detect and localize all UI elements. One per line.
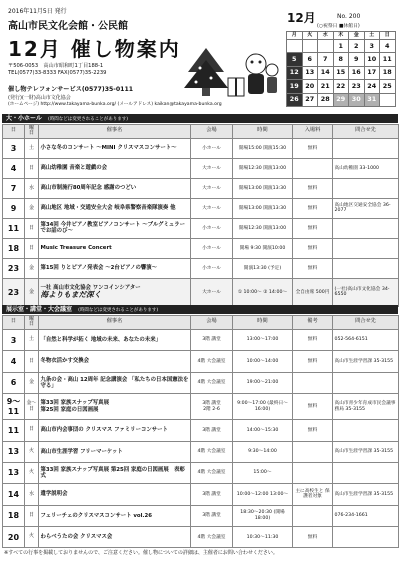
table-row xyxy=(3,278,399,306)
event-contact xyxy=(333,258,399,278)
event-name: 第33回 家族スナップ写真展 第25回 家庭の日図画展 表彰式 xyxy=(40,466,185,480)
calendar-weekday: 土 xyxy=(364,32,380,40)
event-fee: 無料 xyxy=(293,238,333,258)
christmas-tree-icon xyxy=(184,48,228,96)
calendar-month: 12月 xyxy=(287,11,316,25)
calendar-day: 8 xyxy=(333,53,349,66)
column-header: 日 xyxy=(3,316,25,330)
event-venue: 3階 講堂 xyxy=(202,513,221,519)
event-time: 開場13:00 開演13:30 xyxy=(233,178,293,198)
column-header: 日 xyxy=(3,125,25,139)
event-weekday: 金～日 xyxy=(25,394,39,420)
table-row xyxy=(3,351,399,372)
event-name-cell xyxy=(39,329,191,350)
event-name-cell xyxy=(39,198,191,218)
table-row xyxy=(3,329,399,350)
event-weekday: 日 xyxy=(25,158,39,178)
event-name-cell xyxy=(39,372,191,393)
event-name: 第15回 りとピアノ発表会 ～2台ピアノの響演～ xyxy=(40,265,158,272)
event-day: 4 xyxy=(3,351,25,372)
event-day: 20 xyxy=(3,527,25,548)
calendar-day: 24 xyxy=(364,80,380,93)
telephone-service xyxy=(8,86,133,102)
event-venue: 3階 講堂 xyxy=(202,427,221,433)
calendar-weekday: 水 xyxy=(318,32,334,40)
calendar-day: 28 xyxy=(318,93,334,106)
event-weekday: 火 xyxy=(25,441,39,462)
event-name-cell xyxy=(39,462,191,483)
calendar-day: 22 xyxy=(333,80,349,93)
event-venue-cell xyxy=(191,372,233,393)
calendar-day: 4 xyxy=(380,40,396,53)
column-header: 問合せ先 xyxy=(333,125,399,139)
footer-note: ※すべての行事を掲載しておりませんので、ご注意ください。催し物についての詳細は、主催者にお問い合わせください。 xyxy=(4,550,278,556)
event-venue: 小ホール xyxy=(191,138,233,158)
calendar-day: 19 xyxy=(287,80,303,93)
event-venue: 大ホール xyxy=(191,278,233,306)
table-row xyxy=(3,505,399,526)
event-fee: 無料 xyxy=(293,218,333,238)
table-row xyxy=(3,158,399,178)
event-time: 15:00～ xyxy=(233,462,293,483)
calendar-week xyxy=(287,80,396,93)
calendar-day: 13 xyxy=(302,66,318,79)
event-fee: 無料 xyxy=(293,258,333,278)
event-name: 小さな冬のコンサート ～MINI クリスマスコンサート～ xyxy=(40,145,177,152)
header xyxy=(0,0,400,112)
event-note: 無料 xyxy=(293,329,333,350)
calendar-day: 7 xyxy=(318,53,334,66)
table-row xyxy=(3,394,399,420)
telephone-service-label: 催し物テレフォンサービス(0577)35-0111 xyxy=(8,86,134,93)
calendar-week xyxy=(287,66,396,79)
event-weekday: 水 xyxy=(25,484,39,505)
calendar-day: 17 xyxy=(364,66,380,79)
event-weekday: 金 xyxy=(25,198,39,218)
event-venue: 4階 大会議室 xyxy=(197,380,226,386)
event-name: 「自然と科学が拓く 地域の未来、あなたの未来」 xyxy=(40,337,161,344)
event-name: 高山地区 地域・交通安全大会 岐阜県警察音楽隊演奏 他 xyxy=(40,205,176,212)
event-venue-cell xyxy=(191,527,233,548)
event-time: 18:30～20:30 (開場18:00) xyxy=(233,505,293,526)
event-contact: 高山市生涯学習課 35-3155 xyxy=(333,351,399,372)
event-venue: 大ホール xyxy=(191,198,233,218)
calendar-legend: (○祝祭日 ■休館日) xyxy=(317,24,360,29)
page-title: 12月 催し物案内 xyxy=(8,37,181,61)
event-venue: 3階 講堂 xyxy=(202,491,221,497)
event-weekday: 火 xyxy=(25,462,39,483)
event-contact xyxy=(333,372,399,393)
event-weekday: 日 xyxy=(25,218,39,238)
event-venue: 小ホール xyxy=(191,238,233,258)
event-weekday: 日 xyxy=(25,351,39,372)
event-weekday: 金 xyxy=(25,258,39,278)
event-venue-cell xyxy=(191,462,233,483)
calendar-weekday: 金 xyxy=(349,32,365,40)
event-name-cell xyxy=(39,278,191,306)
event-weekday: 日 xyxy=(25,238,39,258)
event-contact xyxy=(333,218,399,238)
phone-fax: TEL(0577)33-8333 FAX(0577)35-2239 xyxy=(8,70,107,77)
calendar-day: 31 xyxy=(364,93,380,106)
column-header: 備考 xyxy=(293,316,333,330)
event-day: 11 xyxy=(3,420,25,441)
event-time: ① 10:00～ ② 14:00～ xyxy=(233,278,293,306)
event-name: 高山幼稚園 音楽と遊戯の会 xyxy=(40,165,108,172)
event-contact: 052-564-6151 xyxy=(333,329,399,350)
event-name-cell xyxy=(39,351,191,372)
event-venue: 3階 講堂 xyxy=(202,337,221,343)
column-header: 問合せ先 xyxy=(333,316,399,330)
event-day: 9～11 xyxy=(3,394,25,420)
table-row xyxy=(3,238,399,258)
event-name: 一社 高山市文化協会 ワンコインシアター xyxy=(40,284,141,291)
event-contact xyxy=(333,527,399,548)
calendar-day xyxy=(380,93,396,106)
event-venue-cell xyxy=(191,351,233,372)
table-row xyxy=(3,198,399,218)
event-venue: 大ホール xyxy=(191,178,233,198)
calendar-weekday: 日 xyxy=(380,32,396,40)
event-time: 開場 9:30 開演10:00 xyxy=(233,238,293,258)
event-contact xyxy=(333,420,399,441)
event-name: 高山市内会事団の クリスマス ファミリーコンサート xyxy=(40,427,168,434)
event-venue-cell xyxy=(191,420,233,441)
event-time: 開場13:00 開演13:30 xyxy=(233,198,293,218)
calendar-week xyxy=(287,93,396,106)
event-note xyxy=(293,372,333,393)
calendar-day: 21 xyxy=(318,80,334,93)
calendar-week xyxy=(287,40,396,53)
column-header: 催事名 xyxy=(39,316,191,330)
calendar-day xyxy=(287,40,303,53)
event-fee xyxy=(293,158,333,178)
address-block xyxy=(8,63,106,78)
event-venue-cell xyxy=(191,505,233,526)
event-note: 無料 xyxy=(293,420,333,441)
event-name-cell xyxy=(39,138,191,158)
gift-box-icon xyxy=(228,78,244,96)
event-time: 9:00～17:00 (最終日～16:00) xyxy=(233,394,293,420)
event-contact: 076-234-1661 xyxy=(333,505,399,526)
calendar-weekday-row xyxy=(287,32,396,40)
calendar-day: 2 xyxy=(349,40,365,53)
rooms-events-table xyxy=(2,315,399,548)
event-name-cell xyxy=(39,238,191,258)
table-header-row xyxy=(3,125,399,139)
event-time: 10:00～14:00 xyxy=(233,351,293,372)
table-row xyxy=(3,258,399,278)
event-day: 6 xyxy=(3,372,25,393)
event-name-cell xyxy=(39,420,191,441)
event-venue: 大ホール xyxy=(191,158,233,178)
event-note: 無料 xyxy=(293,527,333,548)
publisher: (発行)(一財)高山市文化協会 xyxy=(8,95,71,102)
event-weekday: 日 xyxy=(25,505,39,526)
event-contact: 高山市生涯学習課 35-3155 xyxy=(333,441,399,462)
calendar-day: 9 xyxy=(349,53,365,66)
calendar-day: 25 xyxy=(380,80,396,93)
column-header: 会場 xyxy=(191,125,233,139)
event-name: 高山市制施行80周年記念 感謝のつどい xyxy=(40,185,137,192)
table-row xyxy=(3,138,399,158)
event-time: 開場12:30 開演13:00 xyxy=(233,218,293,238)
rooms-section-subtitle: (時間などは変更されることがあります) xyxy=(78,308,159,313)
rooms-section-title: 展示室・講堂・大会議室 xyxy=(6,306,73,313)
event-fee: 無料 xyxy=(293,178,333,198)
event-contact: 高山市青少年育成市民会議事務局 35-3155 xyxy=(333,394,399,420)
calendar-week xyxy=(287,53,396,66)
event-name: 九条の会・高山 12周年 記念講演会 「私たちの日本国憲法を守る」 xyxy=(40,376,189,389)
event-name: 冬物衣活かす交換会 xyxy=(40,358,90,365)
event-contact xyxy=(333,238,399,258)
calendar-day: 11 xyxy=(380,53,396,66)
calendar-day: 3 xyxy=(364,40,380,53)
organization-name: 高山市民文化会館・公民館 xyxy=(8,21,128,32)
event-contact: 高山市生涯学習課 35-3155 xyxy=(333,484,399,505)
event-time: 10:00～12:00 13:00～ xyxy=(233,484,293,505)
event-name: 第34回 今井ピアノ教室ピアノコンサート ～ブルグミュラーでお話のび～ xyxy=(40,222,185,235)
event-name: わらべうたの会 クリスマス会 xyxy=(40,534,113,541)
event-venue: 4階 大会議室 xyxy=(197,358,226,364)
table-row xyxy=(3,441,399,462)
calendar-day xyxy=(318,40,334,53)
postal-address: 〒506-0053 高山市昭和町1丁目188-1 xyxy=(8,63,104,69)
event-time: 19:00～21:00 xyxy=(233,372,293,393)
event-venue: 4階 大会議室 xyxy=(197,470,226,476)
event-name-cell xyxy=(39,441,191,462)
table-row xyxy=(3,462,399,483)
event-day: 18 xyxy=(3,238,25,258)
calendar-day: 6 xyxy=(302,53,318,66)
event-weekday: 金 xyxy=(25,372,39,393)
hall-section-header xyxy=(2,114,398,123)
calendar-day: 14 xyxy=(318,66,334,79)
event-time: 開演13:30 (予定) xyxy=(233,258,293,278)
event-note: 無料 xyxy=(293,351,333,372)
event-venue: 小ホール xyxy=(191,218,233,238)
calendar-day: 12 xyxy=(287,66,303,79)
calendar-day: 26 xyxy=(287,93,303,106)
table-row xyxy=(3,527,399,548)
event-day: 14 xyxy=(3,484,25,505)
calendar-day xyxy=(302,40,318,53)
event-venue-cell xyxy=(191,484,233,505)
event-weekday: 水 xyxy=(25,178,39,198)
calendar-day: 18 xyxy=(380,66,396,79)
event-time: 9:30～14:00 xyxy=(233,441,293,462)
event-day: 18 xyxy=(3,505,25,526)
column-header: 会場 xyxy=(191,316,233,330)
event-day: 3 xyxy=(3,329,25,350)
homepage-link[interactable]: (ホームページ) http://www.takayama-bunka.org/ (メールアドレス) kaikan@takayama-bunka.org xyxy=(8,102,222,107)
event-contact xyxy=(333,178,399,198)
column-header: 曜日 xyxy=(25,316,39,330)
column-header: 催事名 xyxy=(39,125,191,139)
event-venue: 4階 大会議室 xyxy=(197,534,226,540)
event-name-cell xyxy=(39,218,191,238)
rooms-section-header xyxy=(2,305,398,314)
event-day: 7 xyxy=(3,178,25,198)
event-day: 3 xyxy=(3,138,25,158)
event-venue: 小ホール xyxy=(191,258,233,278)
event-weekday: 土 xyxy=(25,138,39,158)
calendar-weekday: 月 xyxy=(287,32,303,40)
event-weekday: 土 xyxy=(25,329,39,350)
event-name-cell xyxy=(39,527,191,548)
calendar-weekday: 火 xyxy=(302,32,318,40)
event-time: 10:30～11:30 xyxy=(233,527,293,548)
event-time: 開場12:30 開演13:00 xyxy=(233,158,293,178)
calendar-day: 16 xyxy=(349,66,365,79)
hall-section-title: 大・小ホール xyxy=(6,115,42,122)
event-time: 13:00～17:00 xyxy=(233,329,293,350)
event-weekday: 金 xyxy=(25,278,39,306)
event-note: 主に高校生と 保護者対象 xyxy=(293,484,333,505)
column-header: 時間 xyxy=(233,316,293,330)
event-note: 無料 xyxy=(293,394,333,420)
event-name: 遺学説明会 xyxy=(40,491,68,498)
event-contact: 高山幼稚園 33-1000 xyxy=(333,158,399,178)
event-name: Music Treasure Concert xyxy=(40,245,112,252)
event-weekday: 日 xyxy=(25,420,39,441)
calendar-weekday: 木 xyxy=(333,32,349,40)
event-day: 4 xyxy=(3,158,25,178)
event-venue-cell xyxy=(191,329,233,350)
table-row xyxy=(3,218,399,238)
event-time: 14:00～15:30 xyxy=(233,420,293,441)
event-contact: (一社)高山市文化協会 34-6550 xyxy=(333,278,399,306)
calendar-day: 30 xyxy=(349,93,365,106)
event-fee: 無料 xyxy=(293,138,333,158)
event-name-cell xyxy=(39,158,191,178)
table-row xyxy=(3,420,399,441)
calendar-day: 1 xyxy=(333,40,349,53)
event-venue: 4階 大会議室 xyxy=(197,448,226,454)
event-name: フェリーチェのクリスマスコンサート vol.26 xyxy=(40,512,152,519)
event-weekday: 火 xyxy=(25,527,39,548)
christmas-illustration xyxy=(178,42,280,100)
event-name-cell xyxy=(39,178,191,198)
table-row xyxy=(3,484,399,505)
column-header: 時間 xyxy=(233,125,293,139)
calendar-day: 20 xyxy=(302,80,318,93)
table-row xyxy=(3,178,399,198)
event-day: 13 xyxy=(3,441,25,462)
event-venue-cell xyxy=(191,394,233,420)
event-note xyxy=(293,505,333,526)
table-header-row xyxy=(3,316,399,330)
event-day: 9 xyxy=(3,198,25,218)
mascot-icon xyxy=(246,54,278,94)
calendar-day: 5 xyxy=(287,53,303,66)
hall-section-subtitle: (時間などは変更されることがあります) xyxy=(47,117,128,122)
event-name-cell xyxy=(39,484,191,505)
event-fee: 無料 xyxy=(293,198,333,218)
event-venue-cell xyxy=(191,441,233,462)
calendar-day: 10 xyxy=(364,53,380,66)
calendar-day: 29 xyxy=(333,93,349,106)
event-name-cell xyxy=(39,505,191,526)
event-day: 23 xyxy=(3,258,25,278)
event-contact: 高山地区交通安全協会 36-2077 xyxy=(333,198,399,218)
event-name-secondary: 第25回 家庭の日図画展 xyxy=(40,406,99,413)
event-note xyxy=(293,462,333,483)
event-contact xyxy=(333,462,399,483)
column-header: 入場料 xyxy=(293,125,333,139)
event-name-cell xyxy=(39,394,191,420)
hall-events-table xyxy=(2,124,399,307)
calendar-day: 27 xyxy=(302,93,318,106)
issue-date: 2016年11月5日 発行 xyxy=(8,8,67,15)
issue-number: No. 200 xyxy=(337,13,361,20)
event-day: 11 xyxy=(3,218,25,238)
event-day: 13 xyxy=(3,462,25,483)
table-row xyxy=(3,372,399,393)
event-name: 高山市生涯学習 フリーマーケット xyxy=(40,448,123,455)
month-calendar xyxy=(286,31,396,107)
event-name: 第33回 家族スナップ写真展 xyxy=(40,400,109,407)
event-note xyxy=(293,441,333,462)
event-time: 開場15:00 開演15:30 xyxy=(233,138,293,158)
event-name-cell xyxy=(39,258,191,278)
event-banner: 海よりもまだ深く xyxy=(40,290,102,300)
calendar-day: 15 xyxy=(333,66,349,79)
event-venue: 3階 講堂 xyxy=(202,401,221,407)
calendar-day: 23 xyxy=(349,80,365,93)
event-venue-secondary: 2階 2-6 xyxy=(203,406,220,412)
column-header: 曜日 xyxy=(25,125,39,139)
event-fee: 全自由席 500円 xyxy=(293,278,333,306)
event-day: 23 xyxy=(3,278,25,306)
event-contact xyxy=(333,138,399,158)
